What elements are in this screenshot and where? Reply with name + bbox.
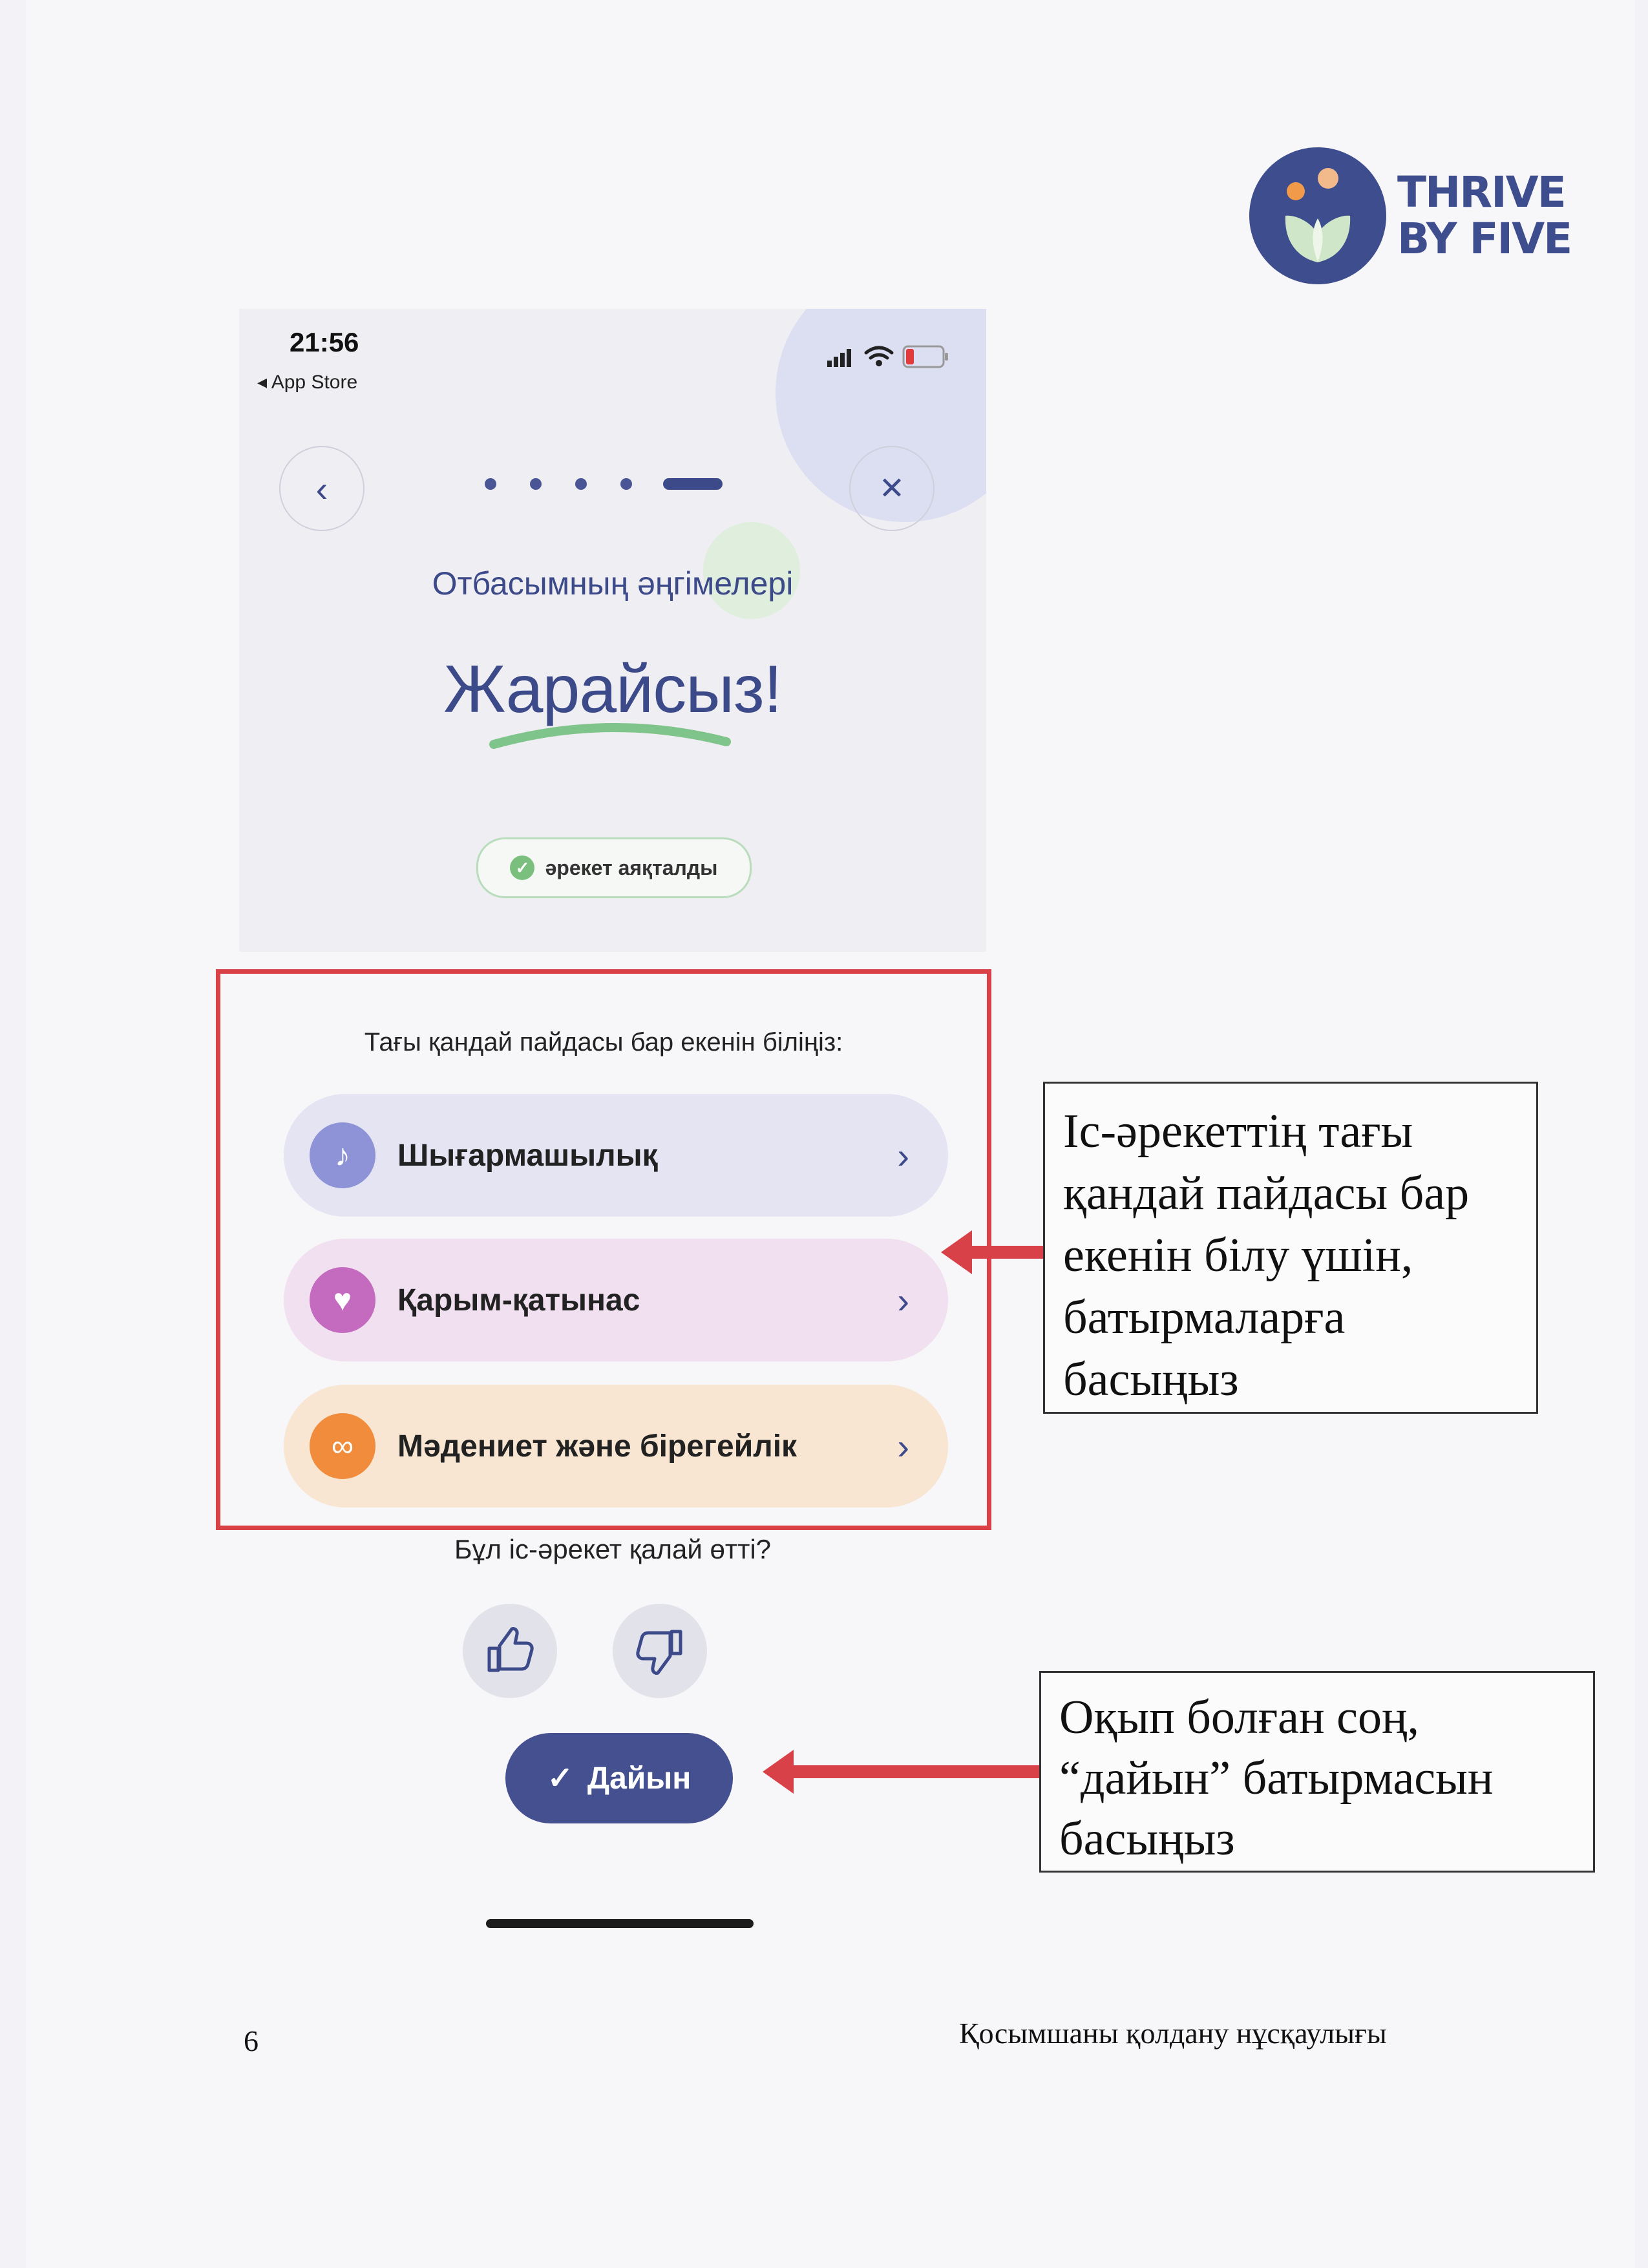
completion-title: Жарайсыз! [443, 652, 782, 727]
logo-mark [1249, 147, 1386, 284]
chevron-right-icon: › [897, 1279, 909, 1321]
annotation-arrow [792, 1765, 1039, 1778]
ready-button[interactable]: ✓ Дайын [505, 1733, 733, 1823]
activity-subtitle: Отбасымның әңгімелері [432, 565, 794, 602]
signal-icon [827, 349, 851, 367]
back-to-app-store-link[interactable]: ◂ App Store [257, 372, 358, 393]
feedback-prompt: Бұл іс-әрекет қалай өтті? [454, 1534, 772, 1564]
check-icon: ✓ [510, 856, 534, 880]
check-icon: ✓ [547, 1761, 573, 1796]
progress-indicator [485, 478, 723, 490]
music-note-icon: ♪ [310, 1122, 375, 1188]
thumbs-up-button[interactable] [463, 1604, 557, 1698]
wifi-icon [866, 348, 892, 358]
benefit-creativity-button[interactable]: ♪ Шығармашылық › [284, 1094, 948, 1217]
document-page [26, 0, 1635, 2268]
benefit-culture-identity-button[interactable]: ∞ Мәдениет және бірегейлік › [284, 1385, 948, 1507]
annotation-arrow-head [763, 1750, 794, 1794]
progress-dot-active [663, 478, 723, 490]
chevron-left-icon: ‹ [315, 468, 328, 509]
thumbs-down-icon [634, 1625, 686, 1677]
progress-dot [485, 478, 496, 490]
annotation-benefits-note: Іс-әрекеттің тағы қандай пайдасы бар екенін білу үшін, батырмаларға басыңыз [1043, 1082, 1538, 1414]
thumbs-up-icon [484, 1625, 536, 1677]
chevron-right-icon: › [897, 1425, 909, 1467]
close-icon: ✕ [878, 472, 905, 506]
logo-wordmark: THRIVE BY FIVE [1397, 167, 1572, 264]
close-button[interactable] [849, 446, 935, 531]
activity-complete-badge: ✓ әрекет аяқталды [476, 837, 752, 898]
heart-icon: ♥ [310, 1267, 375, 1333]
annotation-arrow-head [941, 1230, 972, 1274]
chevron-right-icon: › [897, 1135, 909, 1176]
progress-dot [530, 478, 542, 490]
benefit-communication-button[interactable]: ♥ Қарым-қатынас › [284, 1239, 948, 1361]
annotation-ready-note: Оқып болған соң, “дайын” батырмасын басыңыз [1039, 1671, 1595, 1873]
title-underline-decoration [487, 716, 733, 755]
battery-icon [903, 346, 948, 367]
progress-dot [575, 478, 587, 490]
phone-screen [239, 309, 986, 952]
benefits-prompt: Тағы қандай пайдасы бар екенін біліңіз: [364, 1028, 843, 1056]
footer-title: Қосымшаны қолдану нұсқаулығы [959, 2017, 1387, 2050]
annotation-arrow [969, 1246, 1043, 1259]
benefits-highlight-box [216, 969, 991, 1530]
status-time: 21:56 [290, 327, 359, 357]
status-bar-icons [827, 342, 956, 374]
back-button[interactable] [279, 446, 364, 531]
culture-icon: ∞ [310, 1413, 375, 1479]
thumbs-down-button[interactable] [613, 1604, 707, 1698]
progress-dot [620, 478, 632, 490]
page-number: 6 [244, 2024, 259, 2057]
home-indicator [486, 1919, 754, 1928]
